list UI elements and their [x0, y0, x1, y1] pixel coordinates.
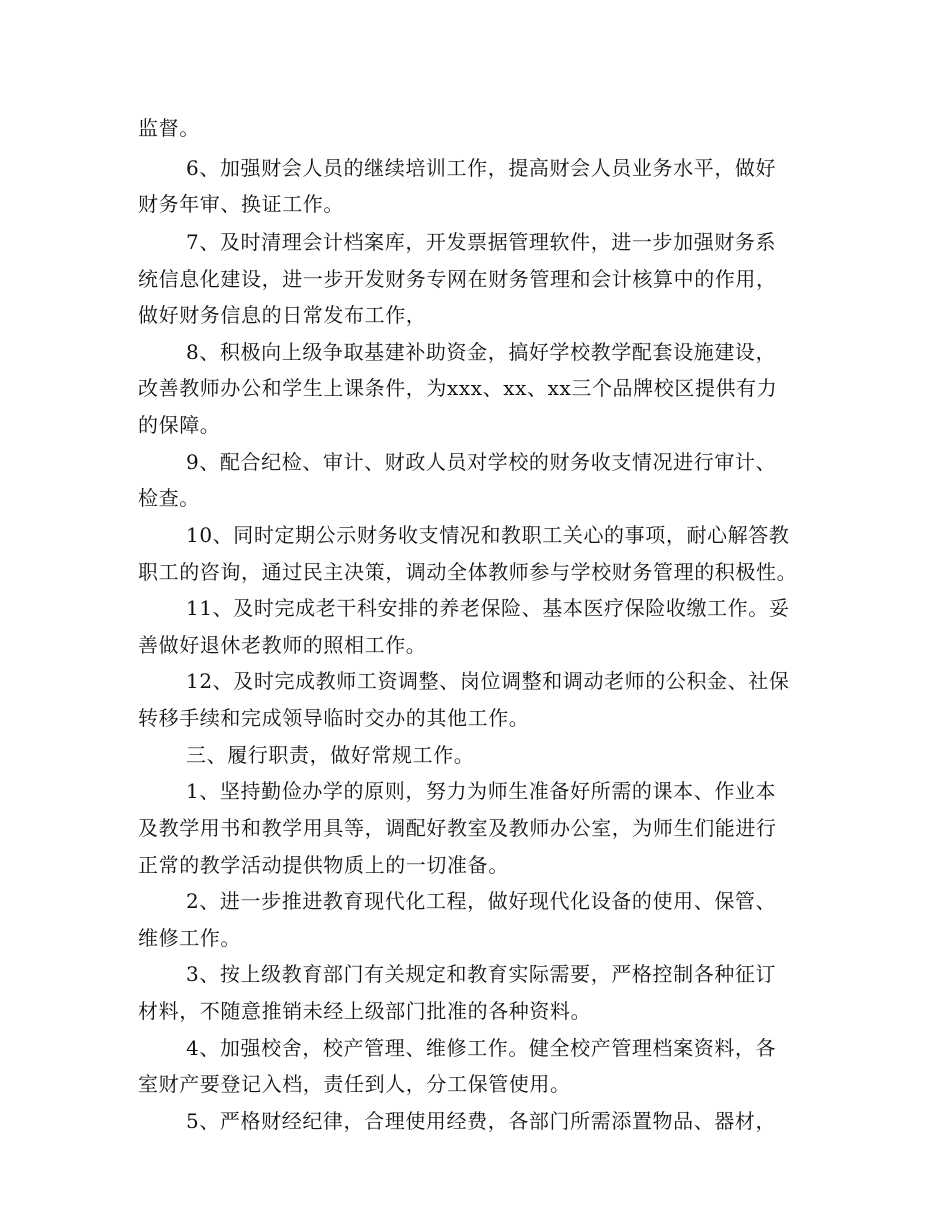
text-line: 1、坚持勤俭办学的原则，努力为师生准备好所需的课本、作业本: [186, 779, 777, 803]
text-line: 8、积极向上级争取基建补助资金，搞好学校教学配套设施建设，: [186, 340, 777, 364]
text-line: 室财产要登记入档，责任到人，分工保管使用。: [138, 1072, 571, 1096]
text-line: 12、及时完成教师工资调整、岗位调整和调动老师的公积金、社保: [186, 669, 790, 693]
text-line: 3、按上级教育部门有关规定和教育实际需要，严格控制各种征订: [186, 962, 777, 986]
text-line: 财务年审、换证工作。: [138, 192, 344, 216]
text-line: 4、加强校舍，校产管理、维修工作。健全校产管理档案资料，各: [186, 1036, 777, 1060]
text-line: 职工的咨询，通过民主决策，调动全体教师参与学校财务管理的积极性。: [138, 560, 798, 584]
text-line: 材料，不随意推销未经上级部门批准的各种资料。: [138, 999, 592, 1023]
text-line: 改善教师办公和学生上课条件，为xxx、xx、xx三个品牌校区提供有力: [138, 376, 778, 400]
text-line: 转移手续和完成领导临时交办的其他工作。: [138, 706, 530, 730]
text-line: 及教学用书和教学用具等，调配好教室及教师办公室，为师生们能进行: [138, 816, 777, 840]
text-line: 统信息化建设，进一步开发财务专网在财务管理和会计核算中的作用，: [138, 267, 777, 291]
text-line: 检查。: [138, 486, 200, 510]
text-line: 2、进一步推进教育现代化工程，做好现代化设备的使用、保管、: [186, 889, 777, 913]
text-line: 7、及时清理会计档案库，开发票据管理软件，进一步加强财务系: [186, 230, 777, 254]
text-line: 正常的教学活动提供物质上的一切准备。: [138, 853, 509, 877]
text-line: 5、严格财经纪律，合理使用经费，各部门所需添置物品、器材，: [186, 1109, 777, 1133]
text-line: 的保障。: [138, 413, 221, 437]
section-heading: 三、履行职责，做好常规工作。: [186, 743, 475, 767]
text-line: 监督。: [138, 116, 200, 140]
text-line: 做好财务信息的日常发布工作，: [138, 303, 427, 327]
text-line: 6、加强财会人员的继续培训工作，提高财会人员业务水平，做好: [186, 156, 777, 180]
text-line: 9、配合纪检、审计、财政人员对学校的财务收支情况进行审计、: [186, 450, 777, 474]
text-line: 善做好退休老教师的照相工作。: [138, 633, 427, 657]
text-line: 10、同时定期公示财务收支情况和教职工关心的事项，耐心解答教: [186, 523, 790, 547]
text-line: 11、及时完成老干科安排的养老保险、基本医疗保险收缴工作。妥: [186, 596, 790, 620]
text-line: 维修工作。: [138, 926, 241, 950]
